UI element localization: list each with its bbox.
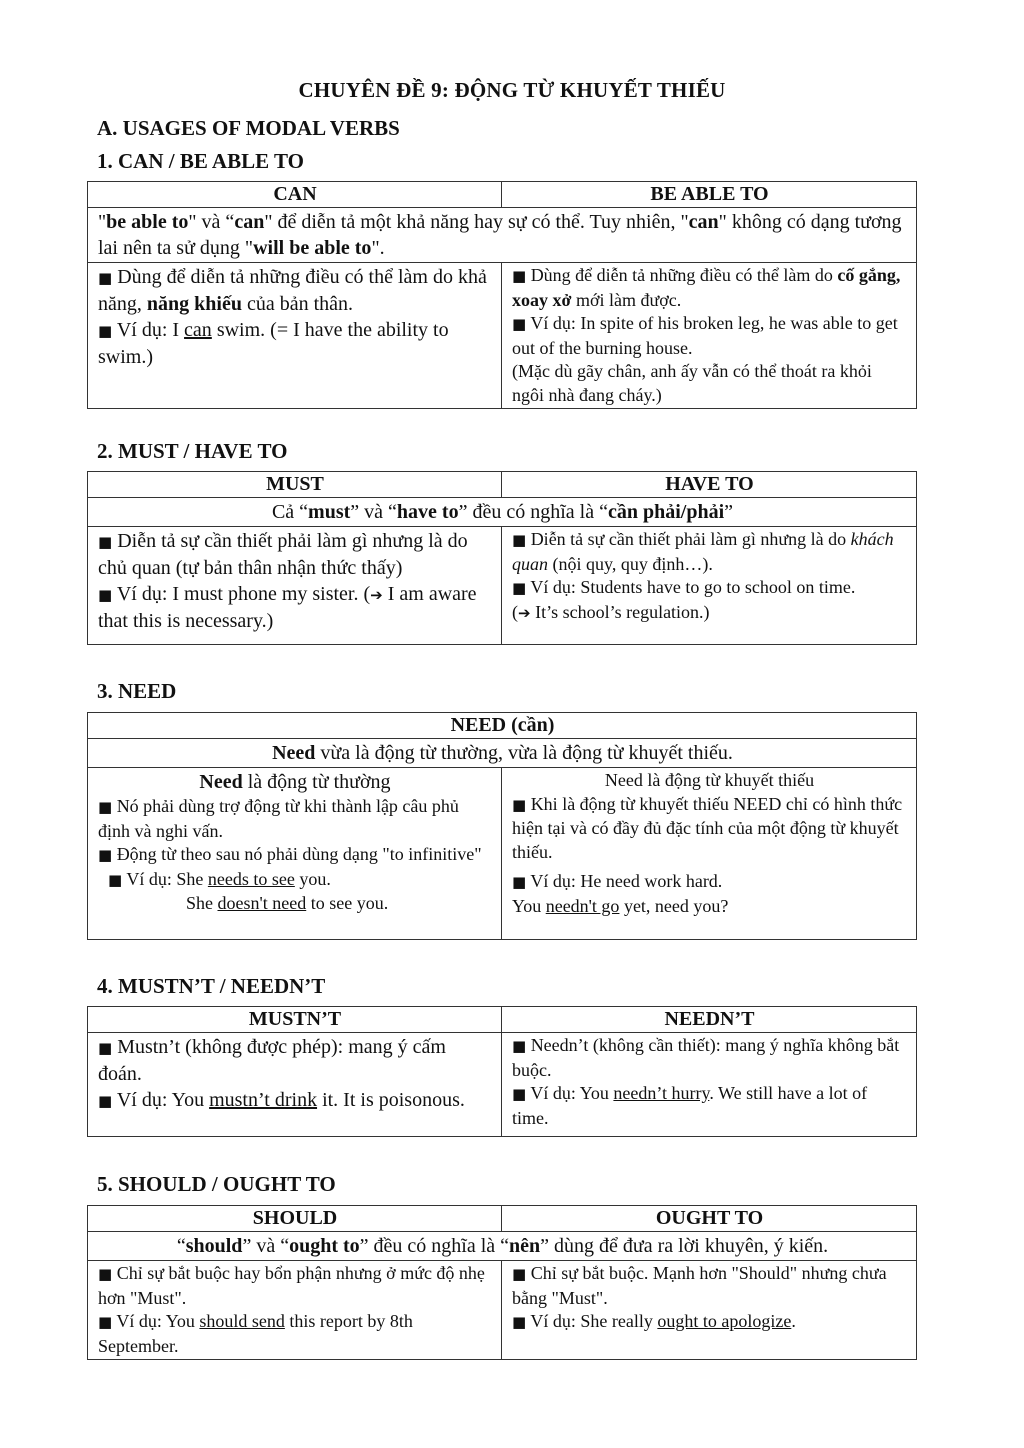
bullet-icon: ■ — [98, 533, 113, 551]
part-heading: A. USAGES OF MODAL VERBS — [97, 116, 400, 140]
need-ordinary-verb-cell: Need là động từ thường ■ Nó phải dùng trợ động từ khi thành lập câu phủ định và nghi vấn. ■ Động từ theo sau nó phải dùng dạng "to infinitive" ■ Ví dụ: She needs to see you. She doesn't need to see you. — [88, 768, 502, 940]
header-mustnt: MUSTN’T — [88, 1007, 502, 1033]
section-1-table — [87, 181, 917, 409]
bullet-icon: ■ — [512, 1313, 527, 1331]
bullet-icon: ■ — [98, 322, 113, 340]
arrow-icon: ➔ — [370, 586, 383, 604]
bullet-icon: ■ — [512, 795, 527, 814]
need-modal-verb-cell: Need là động từ khuyết thiếu ■ Khi là động từ khuyết thiếu NEED chỉ có hình thức hiện tại và có đầy đủ đặc tính của một động từ khuyết thiếu. ■ Ví dụ: He need work hard. You needn't go yet, need you? — [502, 768, 917, 940]
ought-to-usage-cell: ■ Chỉ sự bắt buộc. Mạnh hơn "Should" nhưng chưa bằng "Must". ■ Ví dụ: She really ought to apologize. — [502, 1261, 917, 1360]
section-3-intro: Need vừa là động từ thường, vừa là động từ khuyết thiếu. — [88, 739, 917, 768]
arrow-icon: ➔ — [518, 603, 531, 622]
section-2-title: 2. MUST / HAVE TO — [97, 439, 288, 463]
section-2-intro: Cả “must” và “have to” đều có nghĩa là “cần phải/phải” — [88, 498, 917, 527]
header-need: NEED (cần) — [88, 713, 917, 739]
bullet-icon: ■ — [512, 531, 527, 549]
have-to-usage-cell: ■ Diễn tả sự cần thiết phải làm gì nhưng là do khách quan (nội quy, quy định…). ■ Ví dụ: Students have to go to school on time. (➔ It’s school’s regulation.) — [502, 527, 917, 645]
bullet-icon: ■ — [98, 1313, 113, 1331]
mustnt-usage-cell: ■ Mustn’t (không được phép): mang ý cấm đoán. ■ Ví dụ: You mustn’t drink it. It is poisonous. — [88, 1033, 502, 1137]
section-5-intro: “should” và “ought to” đều có nghĩa là “nên” dùng để đưa ra lời khuyên, ý kiến. — [88, 1232, 917, 1261]
bullet-icon: ■ — [98, 269, 113, 287]
bullet-icon: ■ — [98, 586, 113, 604]
neednt-usage-cell: ■ Needn’t (không cần thiết): mang ý nghĩa không bắt buộc. ■ Ví dụ: You needn’t hurry. We still have a lot of time. — [502, 1033, 917, 1137]
bullet-icon: ■ — [512, 1085, 527, 1103]
section-1-title: 1. CAN / BE ABLE TO — [97, 149, 304, 173]
bullet-icon: ■ — [98, 846, 113, 864]
header-neednt: NEEDN’T — [502, 1007, 917, 1033]
bullet-icon: ■ — [512, 873, 527, 891]
bullet-icon: ■ — [512, 1037, 527, 1055]
section-1-intro: "be able to" và “can" để diễn tả một khả năng hay sự có thể. Tuy nhiên, "can" không có dạng tương lai nên ta sử dụng "will be able to". — [88, 208, 917, 263]
section-5-title: 5. SHOULD / OUGHT TO — [97, 1172, 336, 1196]
section-3-table — [87, 712, 917, 940]
should-usage-cell: ■ Chỉ sự bắt buộc hay bổn phận nhưng ở mức độ nhẹ hơn "Must". ■ Ví dụ: You should send this report by 8th September. — [88, 1261, 502, 1360]
header-have-to: HAVE TO — [502, 472, 917, 498]
bullet-icon: ■ — [512, 579, 527, 597]
section-4-table — [87, 1006, 917, 1137]
section-3-title: 3. NEED — [97, 679, 177, 703]
bullet-icon: ■ — [512, 315, 527, 333]
section-4-title: 4. MUSTN’T / NEEDN’T — [97, 974, 326, 998]
bullet-icon: ■ — [98, 1092, 113, 1110]
bullet-icon: ■ — [512, 1265, 527, 1283]
header-can: CAN — [88, 182, 502, 208]
bullet-icon: ■ — [98, 798, 113, 816]
must-usage-cell: ■ Diễn tả sự cần thiết phải làm gì nhưng là do chủ quan (tự bản thân nhận thức thấy) ■ Ví dụ: I must phone my sister. (➔ I am aware that this is necessary.) — [88, 527, 502, 645]
section-2-table — [87, 471, 917, 645]
bullet-icon: ■ — [108, 870, 123, 889]
bullet-icon: ■ — [512, 267, 527, 285]
can-usage-cell: ■ Dùng để diễn tả những điều có thể làm do khả năng, năng khiếu của bản thân. ■ Ví dụ: I can swim. (= I have the ability to swim.) — [88, 263, 502, 409]
section-5-table — [87, 1205, 917, 1360]
header-be-able-to: BE ABLE TO — [502, 182, 917, 208]
header-must: MUST — [88, 472, 502, 498]
page-title: CHUYÊN ĐỀ 9: ĐỘNG TỪ KHUYẾT THIẾU — [298, 78, 726, 102]
bullet-icon: ■ — [98, 1039, 113, 1057]
be-able-to-usage-cell: ■ Dùng để diễn tả những điều có thể làm do cố gắng, xoay xở mới làm được. ■ Ví dụ: In spite of his broken leg, he was able to get out of the burning house. (Mặc dù gãy chân, anh ấy vẫn có thể thoát ra khỏi ngôi nhà đang cháy.) — [502, 263, 917, 409]
bullet-icon: ■ — [98, 1265, 113, 1283]
header-ought-to: OUGHT TO — [502, 1206, 917, 1232]
header-should: SHOULD — [88, 1206, 502, 1232]
